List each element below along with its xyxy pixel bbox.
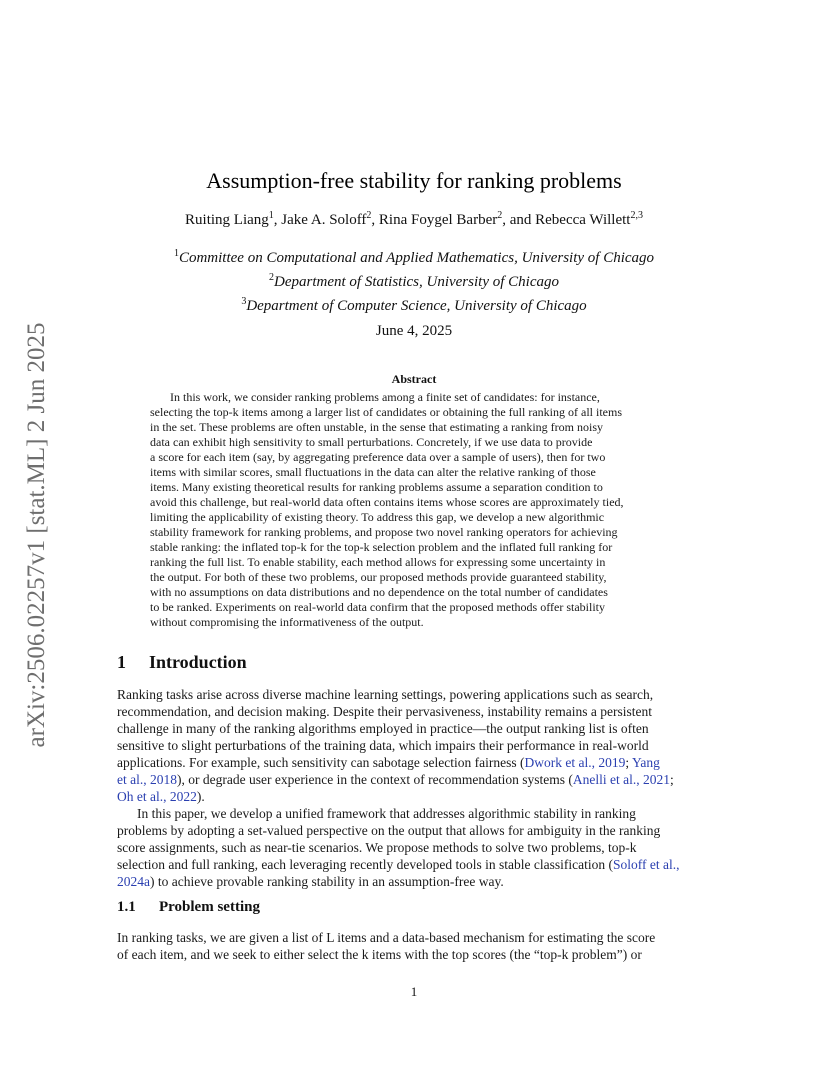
citation-link[interactable]: Dwork et al., 2019: [524, 755, 626, 770]
body-line: [117, 788, 713, 805]
section-heading-introduction: [117, 652, 247, 673]
subsection-title: Problem setting: [159, 899, 260, 915]
body-text: selection and full ranking, each leveraging recently developed tools in stable classification (: [117, 857, 613, 872]
subsection-heading-problem-setting: [117, 899, 260, 916]
abstract-line: items. Many existing theoretical results for ranking problems assume a separation condition to: [150, 480, 603, 494]
body-line: sensitive to slight perturbations of the training data, which impairs their performance in real-world: [117, 738, 649, 753]
author-affil-mark: 2,3: [630, 210, 643, 221]
author-name: Rina Foygel Barber: [378, 212, 498, 228]
body-text: ), or degrade user experience in the context of recommendation systems (: [177, 772, 573, 787]
abstract-line: the output. For both of these two problems, our proposed methods provide guaranteed stability,: [150, 570, 607, 584]
affiliation: [0, 268, 828, 292]
body-line: recommendation, and decision making. Despite their pervasiveness, instability remains a persistent: [117, 704, 652, 719]
body-line: score assignments, such as near-tie scenarios. We propose methods to solve two problems, top-k: [117, 840, 637, 855]
abstract-body: [150, 390, 680, 630]
citation-link[interactable]: Yang: [632, 755, 660, 770]
arxiv-sidebar: [20, 300, 54, 770]
arxiv-identifier: arXiv:2506.02257v1 [stat.ML] 2 Jun 2025: [23, 322, 50, 748]
abstract-line: without compromising the informativeness of the output.: [150, 615, 424, 629]
subsection-number: 1.1: [117, 899, 136, 915]
body-line: [117, 771, 713, 788]
body-line: [117, 856, 713, 873]
citation-link[interactable]: et al., 2018: [117, 772, 177, 787]
affiliation-text: Department of Computer Science, University of Chicago: [246, 298, 587, 314]
body-line: In this paper, we develop a unified framework that addresses algorithmic stability in ranking: [137, 806, 636, 821]
author-affil-mark: 1: [268, 210, 274, 221]
paper-title: Assumption-free stability for ranking problems: [206, 168, 622, 193]
citation-link[interactable]: 2024a: [117, 874, 150, 889]
abstract-line: stability framework for ranking problems, and propose two novel ranking operators for achieving: [150, 525, 618, 539]
body-text: ;: [669, 772, 674, 787]
setting-paragraph: [117, 929, 713, 963]
abstract-line: ranking the full list. To enable stability, each method allows for expressing some uncertainty in: [150, 555, 606, 569]
abstract-line: data can exhibit high sensitivity to small perturbations. Concretely, if we use data to provide: [150, 435, 593, 449]
body-text: ) to achieve provable ranking stability in an assumption-free way.: [150, 874, 504, 889]
body-line: [117, 754, 713, 771]
paper-date: June 4, 2025: [375, 323, 453, 339]
body-text: applications. For example, such sensitivity can sabotage selection fairness (: [117, 755, 525, 770]
abstract-line: In this work, we consider ranking problems among a finite set of candidates: for instance,: [170, 390, 600, 404]
abstract-line: to be ranked. Experiments on real-world data confirm that the proposed methods offer stability: [150, 600, 605, 614]
abstract-line: in the set. These problems are often unstable, in the sense that estimating a ranking from noisy: [150, 420, 603, 434]
author-name: Ruiting Liang: [185, 212, 269, 228]
abstract-line: stable ranking: the inflated top-k for the top-k selection problem and the inflated full ranking for: [150, 540, 613, 554]
author-affil-mark: 2: [497, 210, 503, 221]
body-line: [117, 873, 713, 890]
citation-link[interactable]: Soloff et al.,: [612, 857, 680, 872]
author-affil-mark: 2: [366, 210, 372, 221]
section-number: 1: [117, 652, 126, 672]
affiliation: [0, 292, 828, 316]
citation-link[interactable]: Oh et al., 2022: [117, 789, 197, 804]
affiliation-mark: 2: [269, 272, 274, 283]
body-line: of each item, and we seek to either select the k items with the top scores (the “top-k problem”) or: [117, 947, 642, 962]
body-line: problems by adopting a set-valued perspective on the output that allows for ambiguity in the ranking: [117, 823, 661, 838]
affiliation-list: [0, 244, 828, 316]
body-text: ;: [625, 755, 632, 770]
affiliation-text: Committee on Computational and Applied Mathematics, University of Chicago: [178, 250, 655, 266]
author-name: and Rebecca Willett: [509, 212, 631, 228]
abstract-line: with no assumptions on data distributions and no dependence on the total number of candidates: [150, 585, 608, 599]
abstract-line: a score for each item (say, by aggregating preference data over a sample of users), then for two: [150, 450, 606, 464]
author-list: Ruiting Liang$^1$, Jake A. Soloff$^2$, Rina Foygel Barber$^2$, and Rebecca Willett$^{2,3}$: [185, 210, 643, 228]
abstract-line: selecting the top-k items among a larger list of candidates or obtaining the full ranking of all items: [150, 405, 622, 419]
abstract-heading: Abstract: [391, 372, 437, 386]
affiliation-text: Department of Statistics, University of Chicago: [274, 274, 559, 290]
body-line: Ranking tasks arise across diverse machine learning settings, powering applications such as search,: [117, 687, 654, 702]
affiliation-mark: 3: [241, 296, 247, 307]
body-line: challenge in many of the ranking algorithms employed in practice—the output ranking list is often: [117, 721, 649, 736]
author-name: Jake A. Soloff: [281, 212, 367, 228]
abstract-line: avoid this challenge, but real-world data often contains items whose scores are approximately tied,: [150, 495, 624, 509]
intro-paragraph-1: [117, 686, 713, 890]
affiliation-mark: 1: [173, 248, 179, 259]
abstract-line: limiting the applicability of existing theory. To address this gap, we develop a new algorithmic: [150, 510, 605, 524]
section-title: Introduction: [149, 652, 247, 672]
citation-link[interactable]: Anelli et al., 2021: [572, 772, 670, 787]
body-line: In ranking tasks, we are given a list of L items and a data-based mechanism for estimating the score: [117, 930, 656, 945]
abstract-line: items with similar scores, small fluctuations in the data can alter the relative ranking of those: [150, 465, 596, 479]
affiliation: [0, 244, 828, 268]
page-number: 1: [410, 984, 418, 999]
body-text: ).: [196, 789, 205, 804]
